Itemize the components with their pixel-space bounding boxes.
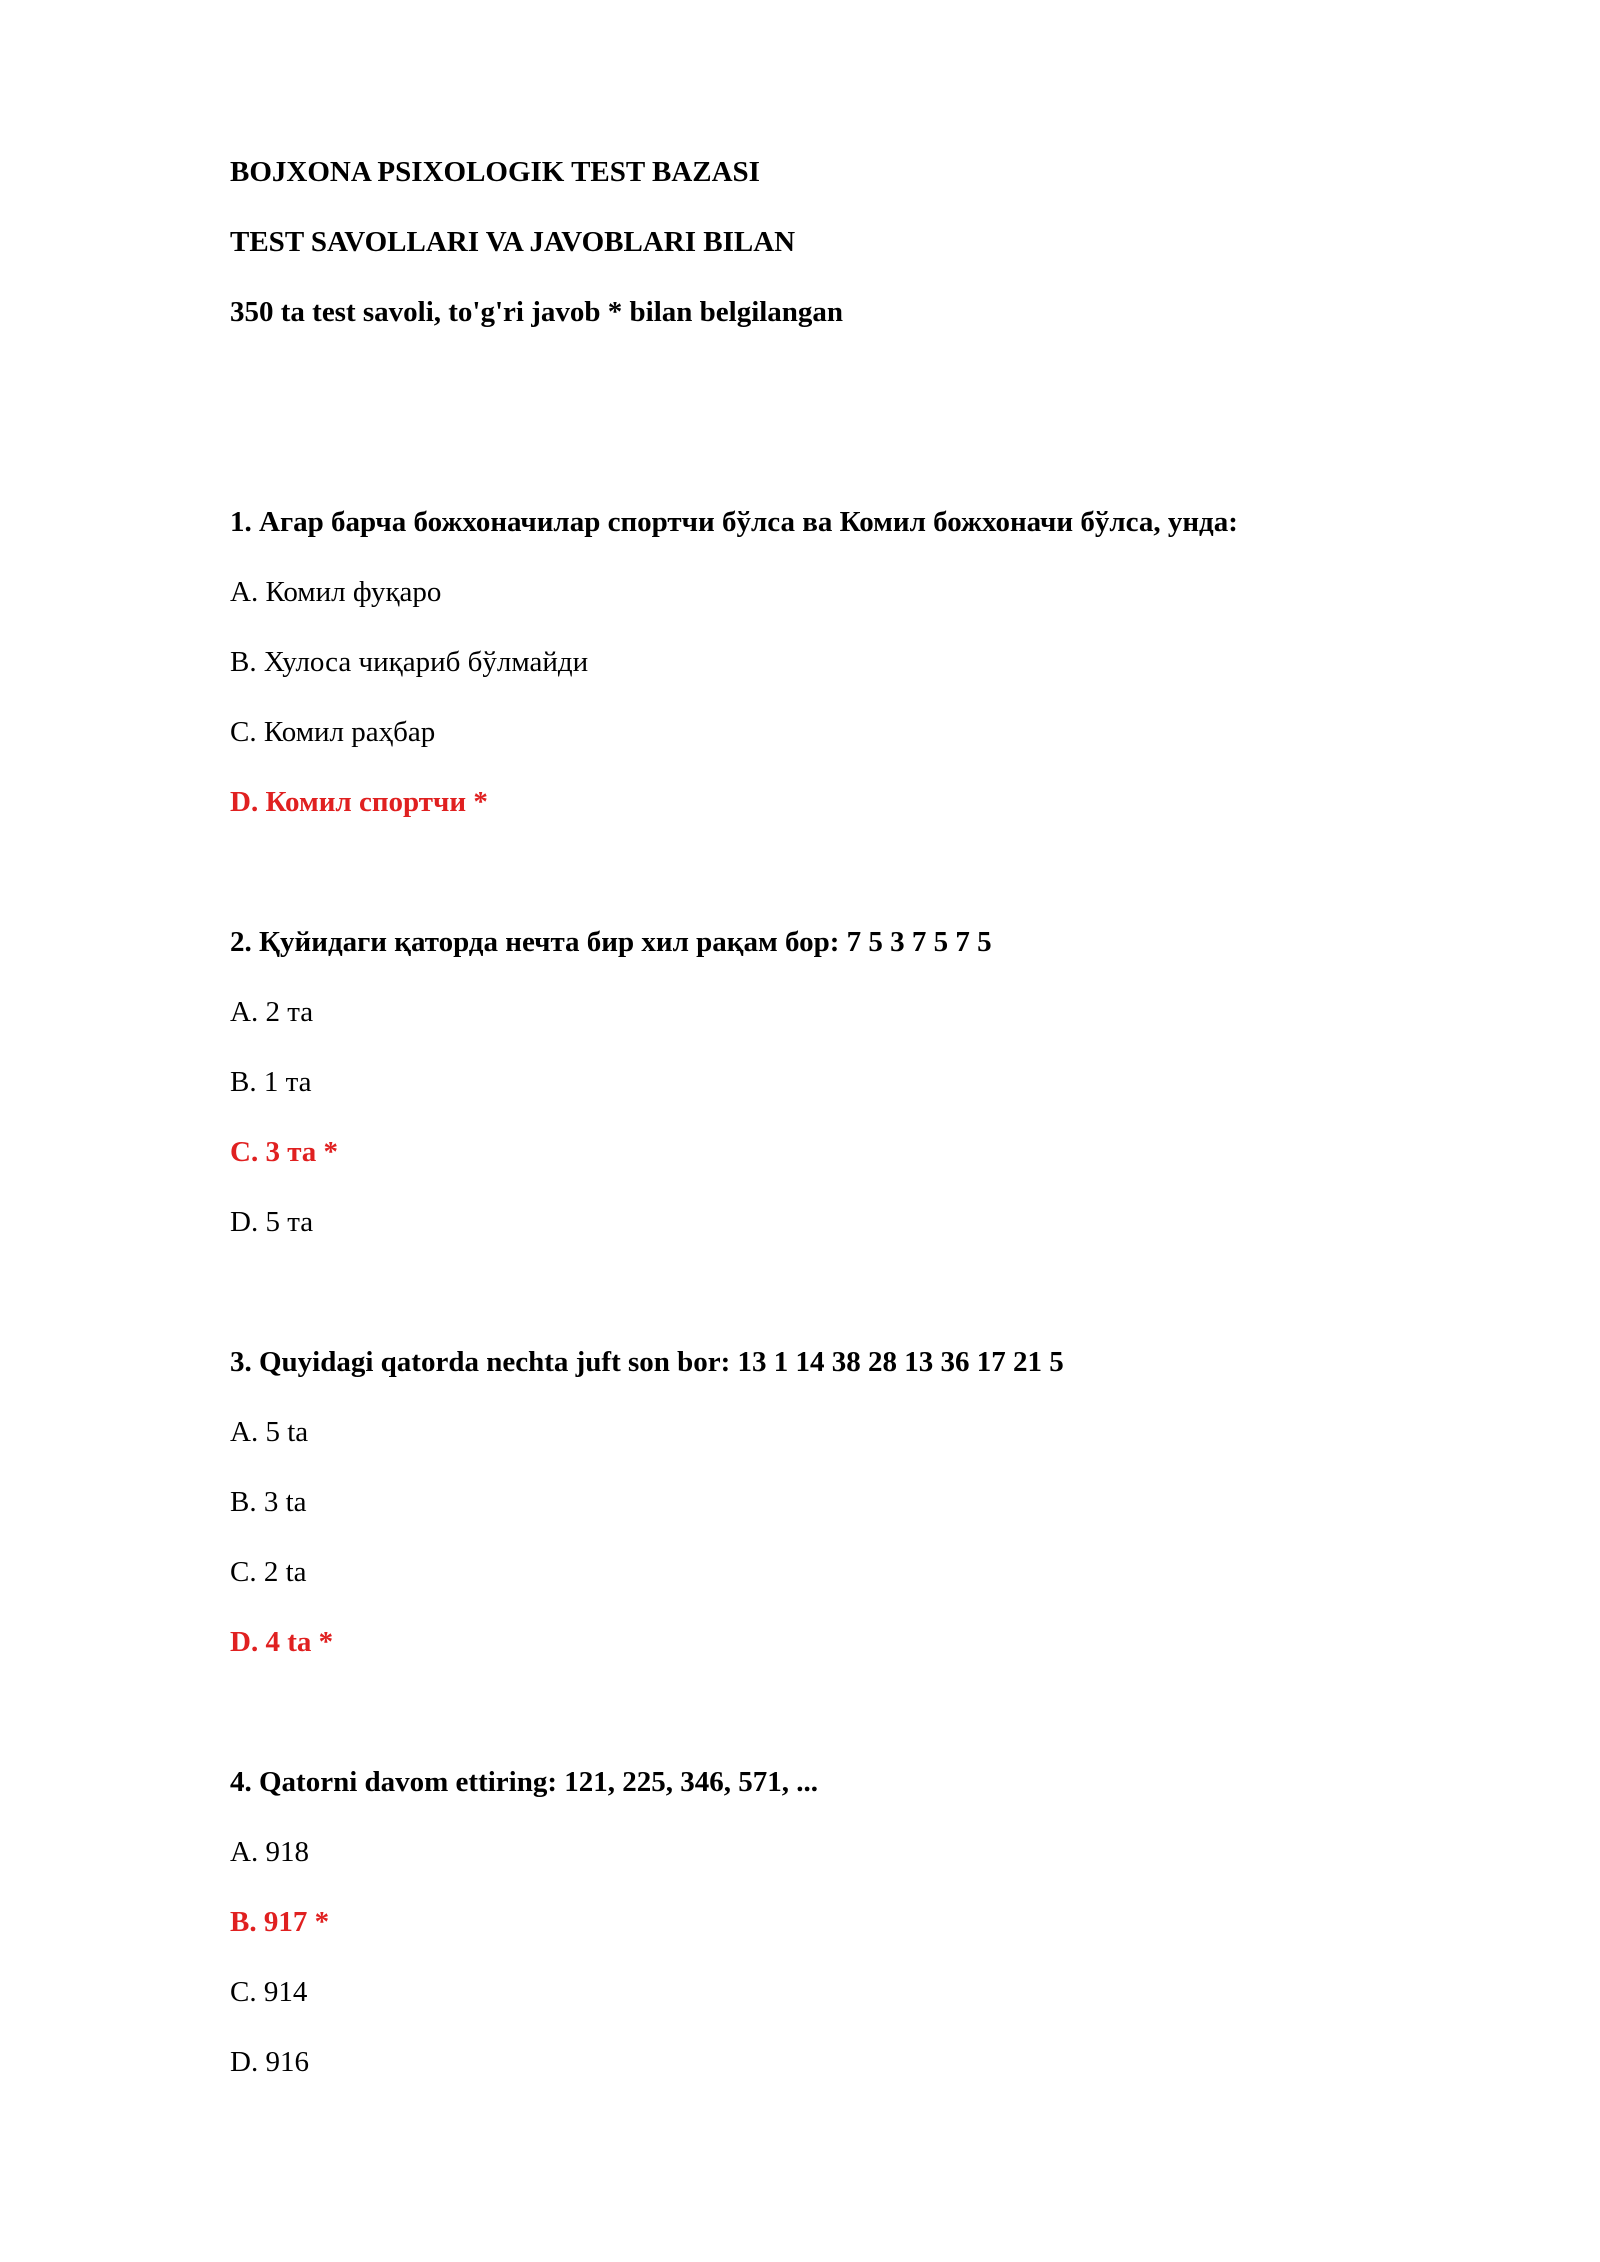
question-1: 1. Агар барча божхоначилар спортчи бўлса ва Комил божхоначи бўлса, унда: [230, 506, 1238, 538]
option-2d: D. 5 та [230, 1206, 314, 1238]
option-2c: C. 3 та * [230, 1136, 339, 1168]
question-3: 3. Quyidagi qatorda nechta juft son bor: 13 1 14 38 28 13 36 17 21 5 [230, 1346, 1064, 1378]
option-1d: D. Комил спортчи * [230, 786, 488, 818]
option-3b: B. 3 ta [230, 1486, 307, 1518]
option-4a: A. 918 [230, 1836, 309, 1868]
option-4b: B. 917 * [230, 1906, 330, 1938]
document-subtitle: TEST SAVOLLARI VA JAVOBLARI BILAN [230, 226, 796, 258]
question-2: 2. Қуйидаги қаторда нечта бир хил рақам бор: 7 5 3 7 5 7 5 [230, 926, 992, 958]
document-note: 350 ta test savoli, to'g'ri javob * bilan belgilangan [230, 296, 844, 328]
option-3c: C. 2 ta [230, 1556, 307, 1588]
document-title: BOJXONA PSIXOLOGIK TEST BAZASI [230, 156, 760, 188]
option-3a: A. 5 ta [230, 1416, 309, 1448]
option-4d: D. 916 [230, 2046, 309, 2078]
option-1c: C. Комил раҳбар [230, 716, 436, 748]
question-4: 4. Qatorni davom ettiring: 121, 225, 346, 571, ... [230, 1766, 819, 1798]
option-2a: A. 2 та [230, 996, 314, 1028]
option-3d: D. 4 ta * [230, 1626, 334, 1658]
option-1b: B. Хулоса чиқариб бўлмайди [230, 646, 589, 678]
option-1a: A. Комил фуқаро [230, 576, 442, 608]
option-4c: C. 914 [230, 1976, 308, 2008]
option-2b: B. 1 та [230, 1066, 312, 1098]
